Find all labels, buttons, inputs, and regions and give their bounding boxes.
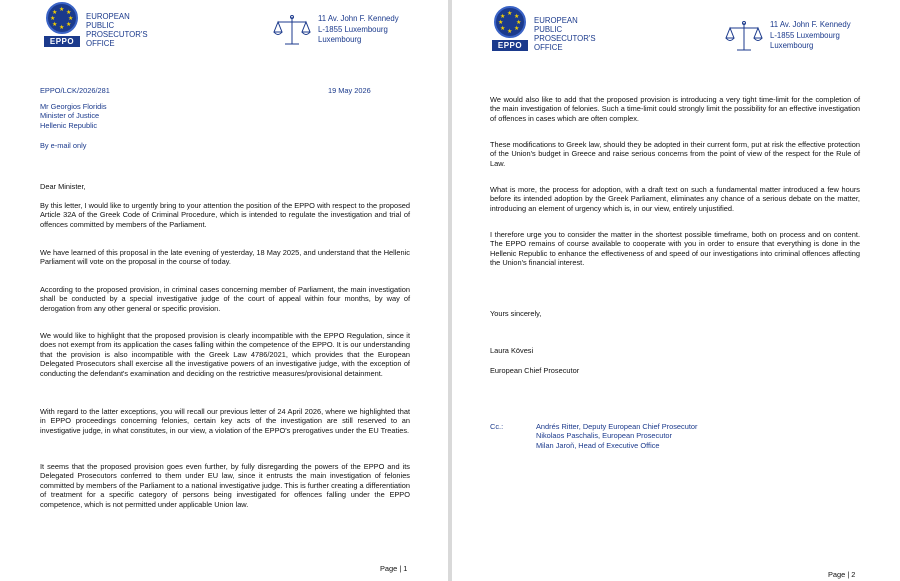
logo-word: EPPO bbox=[492, 40, 528, 51]
closing: Yours sincerely, bbox=[490, 309, 542, 318]
cc-list bbox=[536, 422, 697, 450]
signatory-title: European Chief Prosecutor bbox=[490, 366, 580, 375]
address-line-3: Luxembourg bbox=[318, 35, 362, 44]
paragraph: By this letter, I would like to urgently bring to your attention the position of the EPPO with respect to the proposed Article 32A of the Greek Code of Criminal Procedure, which is intended to regulate the investigation and trial of offences committed by members of the Parliament. bbox=[40, 201, 410, 229]
paragraph: According to the proposed provision, in criminal cases concerning member of Parliament, the main investigation shall be conducted by a special investigative judge of the court of appeal within four months, by way of derogation from any other general or specific provision. bbox=[40, 285, 410, 313]
paragraph: I therefore urge you to consider the matter in the shortest possible timeframe, both on process and on content. The EPPO remains of course available to cooperate with you in order to ensure that everything is done in the Hellenic Republic to enhance the effectiveness of and speed of our investigations into criminal offences affecting the Union's financial interest. bbox=[490, 230, 860, 268]
eppo-logo bbox=[44, 2, 148, 50]
cc-recipient: Andrés Ritter, Deputy European Chief Prosecutor bbox=[536, 422, 698, 431]
eppo-logo bbox=[492, 6, 596, 54]
cc-label: Cc.: bbox=[490, 422, 504, 431]
paragraph: We would also like to add that the proposed provision is introducing a very tight time-limit for the completion of the main investigation of felonies. Such a time-limit could strongly limit the possibility for an effective investigation of offences in cases which are often complex. bbox=[490, 95, 860, 123]
page-number: Page | 1 bbox=[380, 564, 408, 573]
signatory-name: Laura Kövesi bbox=[490, 346, 534, 355]
paragraph: These modifications to Greek law, should they be adopted in their current form, put at risk the effective protection of the Union's budget in Greece and raise serious concerns from the point of view of the respect for the Rule of Law. bbox=[490, 140, 860, 168]
office-name: EUROPEAN PUBLIC PROSECUTOR'S OFFICE bbox=[534, 16, 596, 52]
scales-of-justice-icon bbox=[724, 20, 764, 54]
salutation: Dear Minister, bbox=[40, 182, 86, 191]
eppo-emblem-icon: ★ ★ ★ ★ ★ ★ ★ ★ EPPO bbox=[492, 6, 528, 54]
letter-page-2 bbox=[452, 0, 900, 581]
address-line-1: 11 Av. John F. Kennedy bbox=[770, 20, 851, 29]
paragraph: What is more, the process for adoption, with a draft text on such a fundamental matter introduced a few hours before its intended adoption by the Greek Parliament, eliminates any chance of a serious debate on the matter, introducing an element of urgency which is, in our view, entirely unjustified. bbox=[490, 185, 860, 213]
delivery-note: By e-mail only bbox=[40, 141, 87, 150]
address-block bbox=[272, 14, 399, 48]
recipient-title: Minister of Justice bbox=[40, 111, 100, 121]
logo-word: EPPO bbox=[44, 36, 80, 47]
address-block bbox=[724, 20, 851, 54]
page-number: Page | 2 bbox=[828, 570, 856, 579]
address-line-2: L-1855 Luxembourg bbox=[318, 24, 388, 34]
cc-recipient: Milan Jaroň, Head of Executive Office bbox=[536, 440, 660, 450]
address-line-3: Luxembourg bbox=[770, 41, 814, 50]
recipient-name: Mr Georgios Floridis bbox=[40, 102, 107, 111]
paragraph: We would like to highlight that the proposed provision is clearly incompatible with the EPPO Regulation, since it does not exempt from its application the cases falling within the competence of the EPPO. It is our understanding that the provision is also incompatible with the Greek Law 4786/2021, which provides that the European Delegated Prosecutors shall exercise all the investigative powers of an investigative judge, with the exception of conducting the defendant's examination and deciding on the restrictive measures/provisional detainment. bbox=[40, 331, 410, 378]
eppo-emblem-icon: ★ ★ ★ ★ ★ ★ ★ ★ EPPO bbox=[44, 2, 80, 50]
letter-date: 19 May 2026 bbox=[328, 86, 371, 95]
letter-page-1 bbox=[0, 0, 448, 581]
paragraph: We have learned of this proposal in the late evening of yesterday, 18 May 2025, and understand that the Hellenic Parliament will vote on the proposal in the course of today. bbox=[40, 248, 410, 267]
office-name: EUROPEAN PUBLIC PROSECUTOR'S OFFICE bbox=[86, 12, 148, 48]
scales-of-justice-icon bbox=[272, 14, 312, 48]
recipient-block bbox=[40, 102, 107, 130]
recipient-country: Hellenic Republic bbox=[40, 120, 98, 130]
cc-recipient: Nikolaos Paschalis, European Prosecutor bbox=[536, 431, 672, 441]
paragraph: With regard to the latter exceptions, you will recall our previous letter of 24 April 2026, where we highlighted that in EPPO proceedings concerning felonies, certain key acts of the investigation are still reserved to an investigative judge, in what constitutes, in our view, a violation of the EPPO's prerogatives under the EU Treaties. bbox=[40, 407, 410, 435]
paragraph: It seems that the proposed provision goes even further, by fully disregarding the powers of the EPPO and its Delegated Prosecutors conferred to them under EU law, since it entrusts the main investigation of felonies committed by members of the Parliament to a national investigative judge. This is further creating a differentiation of treatment for a specific category of persons being investigated for offences falling under the EPPO competence, which is not permitted under applicable Union law. bbox=[40, 462, 410, 509]
reference-number: EPPO/LCK/2026/281 bbox=[40, 86, 110, 95]
address-line-2: L-1855 Luxembourg bbox=[770, 30, 840, 40]
address-line-1: 11 Av. John F. Kennedy bbox=[318, 14, 399, 23]
